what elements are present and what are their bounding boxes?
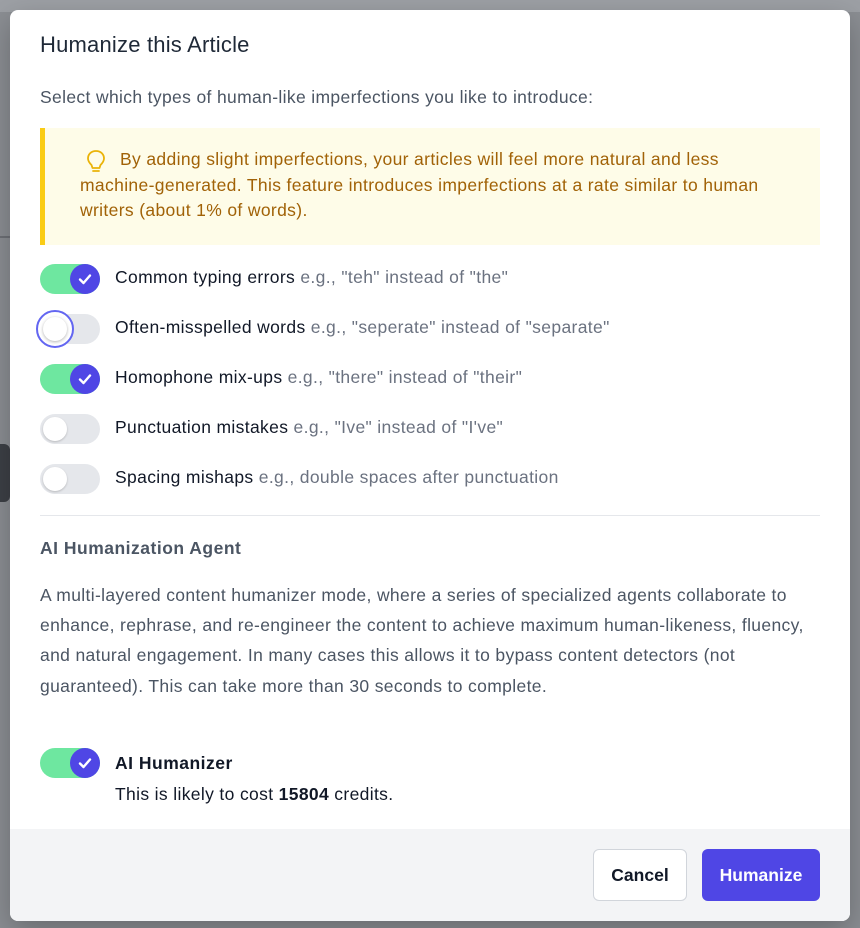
option-misspelled-words: [40, 314, 820, 346]
toggle-knob: [43, 417, 67, 441]
punctuation-mistakes-toggle[interactable]: [40, 414, 100, 444]
option-name: Spacing mishaps: [115, 467, 254, 487]
option-example: e.g., "there" instead of "their": [282, 367, 523, 387]
agent-description: A multi-layered content humanizer mode, where a series of specialized agents collaborate to enhance, rephrase, and re-engineer the content to achieve maximum human-likeness, fluency, and natural engagement. In many cases this allows it to bypass content detectors (not guaranteed). This can take more than 30 seconds to complete.: [40, 585, 804, 696]
ai-humanizer-label: AI Humanizer: [115, 753, 233, 773]
typing-errors-label: [115, 267, 508, 288]
check-icon: [70, 364, 100, 394]
typing-errors-toggle[interactable]: [40, 264, 100, 294]
option-name: Homophone mix-ups: [115, 367, 283, 387]
modal-subtitle: Select which types of human-like imperfections you like to introduce:: [40, 87, 594, 107]
option-homophone-mixups: [40, 364, 820, 396]
check-icon: [70, 748, 100, 778]
backdrop-avatar: [0, 444, 10, 502]
toggle-knob: [43, 467, 67, 491]
cost-prefix: This is likely to cost: [115, 784, 279, 804]
spacing-mishaps-toggle[interactable]: [40, 464, 100, 494]
option-example: e.g., "seperate" instead of "separate": [305, 317, 610, 337]
backdrop-divider: [0, 236, 10, 238]
section-divider: [40, 515, 820, 516]
info-callout: [40, 128, 820, 245]
cancel-button[interactable]: Cancel: [593, 849, 687, 901]
option-name: Often-misspelled words: [115, 317, 306, 337]
cost-value: 15804: [278, 784, 330, 804]
humanize-modal: [10, 10, 850, 921]
option-example: e.g., double spaces after punctuation: [253, 467, 559, 487]
option-example: e.g., "teh" instead of "the": [295, 267, 509, 287]
cost-suffix: credits.: [329, 784, 394, 804]
homophone-mixups-toggle[interactable]: [40, 364, 100, 394]
agent-heading: AI Humanization Agent: [40, 538, 242, 558]
humanize-button[interactable]: Humanize: [702, 849, 820, 901]
ai-humanizer-toggle[interactable]: [40, 748, 100, 778]
info-callout-text: By adding slight imperfections, your articles will feel more natural and less machine-generated. This feature introduces imperfections at a rate similar to human writers (about 1% of words).: [80, 149, 759, 220]
toggle-knob: [36, 310, 74, 348]
option-name: Common typing errors: [115, 267, 296, 287]
misspelled-words-toggle[interactable]: [40, 314, 100, 344]
lightbulb-icon: [85, 149, 107, 175]
option-example: e.g., "Ive" instead of "I've": [288, 417, 504, 437]
option-spacing-mishaps: [40, 464, 820, 496]
spacing-mishaps-label: [115, 467, 559, 488]
check-icon: [70, 264, 100, 294]
credit-cost-text: [115, 784, 394, 805]
punctuation-mistakes-label: [115, 417, 503, 438]
option-typing-errors: [40, 264, 820, 296]
homophone-mixups-label: [115, 367, 522, 388]
modal-title: Humanize this Article: [40, 32, 250, 57]
modal-footer: [10, 829, 850, 921]
option-punctuation-mistakes: [40, 414, 820, 446]
option-name: Punctuation mistakes: [115, 417, 289, 437]
misspelled-words-label: [115, 317, 610, 338]
